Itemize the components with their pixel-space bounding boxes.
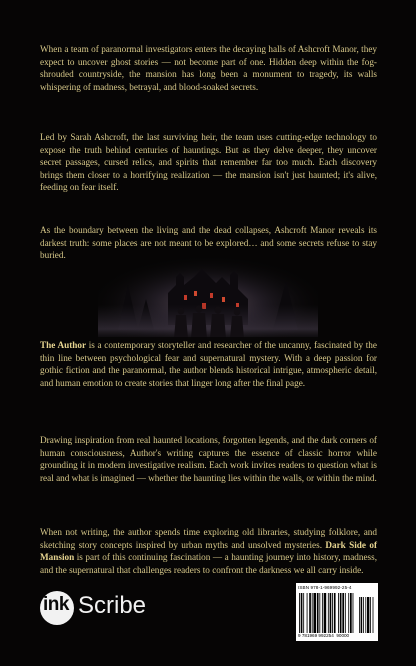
barcode-bar xyxy=(324,593,327,633)
logo-ink-text: ink xyxy=(43,594,69,615)
barcode-digits xyxy=(298,633,376,638)
barcode-bar xyxy=(319,593,320,633)
blurb-paragraph-3: As the boundary between the living and the dead collapses, Ashcroft Manor reveals its darkest truth: some places are not meant to be explored… and some secrets refuse to stay buried. xyxy=(40,225,377,261)
barcode-addon-bar xyxy=(365,597,366,633)
haunted-mansion-illustration xyxy=(98,255,318,345)
barcode-addon-bar xyxy=(373,597,374,633)
barcode-bar xyxy=(350,593,352,633)
author-paragraph-2: Drawing inspiration from real haunted locations, forgotten legends, and the dark corners of human consciousness, Author's writing captures the essence of classic horror while grounding it in modern investigative realism. Each work invites readers to question what is real and what is imagined — whether the haunting lies within the walls, or within the mind. xyxy=(40,435,377,483)
barcode-bars xyxy=(299,593,375,633)
barcode-addon-bar xyxy=(361,597,363,633)
barcode-digits-main: 9 781969 992254 xyxy=(298,633,334,638)
barcode-bar xyxy=(342,593,344,633)
barcode-bar xyxy=(328,593,329,633)
blurb-paragraph-2: Led by Sarah Ashcroft, the last surviving heir, the team uses cutting-edge technology to expose the truth behind centuries of hauntings. But as they delve deeper, they uncover secret passages, cursed relics, and spirits that remember far too much. Each discovery brings them closer to a horrifying realization — the mansion isn't just haunted; it's alive, feeding on fear itself. xyxy=(40,132,377,193)
logo-scribe-text: Scribe xyxy=(78,592,147,619)
author-paragraph-3-text-b: is part of this continuing fascination — a haunting journey into history, madness, and the supernatural that challenges readers to confront the darkness we all carry inside. xyxy=(40,552,377,575)
barcode-addon-bar xyxy=(367,597,369,633)
barcode-bar xyxy=(312,593,313,633)
barcode-bar xyxy=(340,593,342,633)
barcode-bar xyxy=(330,593,332,633)
barcode-bar xyxy=(338,593,339,633)
author-paragraph-1-text: is a contemporary storyteller and researcher of the uncanny, fascinated by the thin line between psychological fear and supernatural mystery. With a deep passion for gothic fiction and the paranormal, the author blends historical intrigue, atmospheric detail, and human emotion to create stories that linger long after the final page. xyxy=(40,340,377,388)
isbn-number: ISBN 978-1-969992-25-4 xyxy=(298,585,352,590)
barcode-addon: 90000 xyxy=(336,633,350,638)
barcode-bar xyxy=(303,593,304,633)
book-title: Dark Side of Mansion xyxy=(40,539,377,563)
barcode-bar xyxy=(332,593,333,633)
barcode-bar xyxy=(313,593,316,633)
barcode-bar xyxy=(322,593,323,633)
barcode-addon-bar xyxy=(370,597,371,633)
author-paragraph-3-text-a: When not writing, the author spends time exploring old libraries, studying folklore, and sketching story concepts inspired by urban myths and unsolved mysteries. xyxy=(40,527,377,550)
author-paragraph-3 xyxy=(40,526,377,576)
barcode-addon-bar xyxy=(363,597,364,633)
blurb-paragraph-1: When a team of paranormal investigators enters the decaying halls of Ashcroft Manor, they expect to uncover ghost stories — not become part of one. Hidden deep within the fog-shrouded countryside, the mansion has long been a monument to tragedy, its walls whispering of madness, betrayal, and blood-soaked secrets. xyxy=(40,44,377,92)
barcode-bar xyxy=(299,593,300,633)
barcode-bar xyxy=(317,593,319,633)
barcode-bar xyxy=(301,593,303,633)
isbn-barcode xyxy=(296,583,378,641)
barcode-addon-bar xyxy=(359,597,360,633)
barcode-bar xyxy=(353,593,354,633)
barcode-bar xyxy=(309,593,311,633)
barcode-bar xyxy=(334,593,336,633)
author-heading: The Author xyxy=(40,340,87,350)
barcode-bar xyxy=(348,593,349,633)
barcode-bar xyxy=(345,593,346,633)
barcode-bar xyxy=(307,593,308,633)
author-paragraph-1 xyxy=(40,339,377,389)
publisher-logo xyxy=(40,590,160,626)
